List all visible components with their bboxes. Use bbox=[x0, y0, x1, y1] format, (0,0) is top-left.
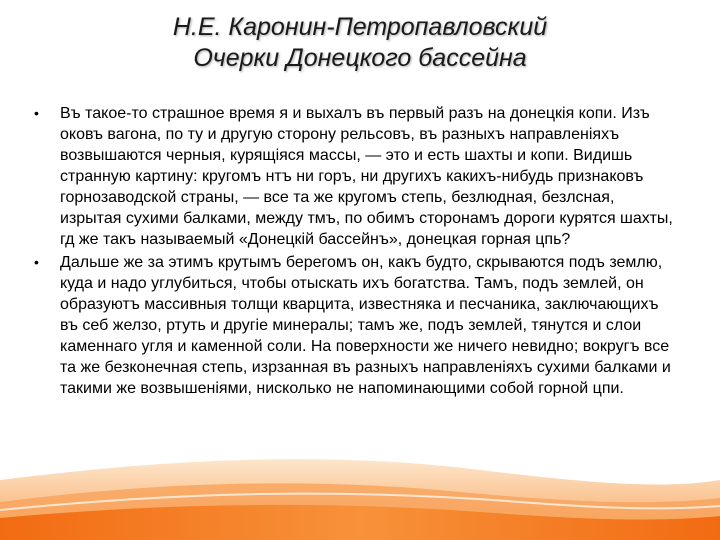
bullet-text: Въ такое-то страшное время я и выхалъ въ первый разъ на донецкія копи. Изъ оковъ вагона, по ту и другую сторону рельсовъ, въ разныхъ направленіяхъ возвышаются черныя, курящіяся массы, — это и есть шахты и копи. Видишь странную картину: кругомъ нтъ ни горъ, ни другихъ какихъ-нибудь признаковъ горнозаводской страны, — все та же кругомъ степь, безлюдная, безлсная, изрытая сухими балками, между тмъ, по обимъ сторонамъ дороги курятся шахты, гд же такъ называемый «Донецкій бассейнъ», донецкая горная цпь? bbox=[60, 105, 673, 248]
bullet-item bbox=[34, 252, 674, 399]
title-author: Н.Е. Каронин-Петропавловский bbox=[172, 13, 548, 41]
slide-title bbox=[60, 12, 660, 74]
bullet-marker: • bbox=[34, 105, 39, 121]
bullet-marker: • bbox=[34, 254, 39, 270]
bullet-text: Дальше же за этимъ крутымъ берегомъ он, какъ будто, скрываются подъ землю, куда и надо углубиться, чтобы отыскать ихъ богатства. Тамъ, подъ землей, он образуютъ массивныя толщи кварцита, известняка и песчаника, заключающихъ въ себ желзо, ртуть и другіе минералы; тамъ же, подъ землей, тянутся и слои каменнаго угля и каменной соли. На поверхности же ничего невидно; вокругъ все та же безконечная степь, изрзанная въ разныхъ направленіяхъ сухими балками и такими же возвышеніями, нисколько не напоминающими собой горной цпи. bbox=[60, 254, 671, 397]
bullet-item bbox=[34, 103, 674, 250]
slide-body bbox=[34, 103, 674, 401]
decorative-wave bbox=[0, 440, 720, 540]
title-work: Очерки Донецкого бассейна bbox=[193, 44, 527, 72]
